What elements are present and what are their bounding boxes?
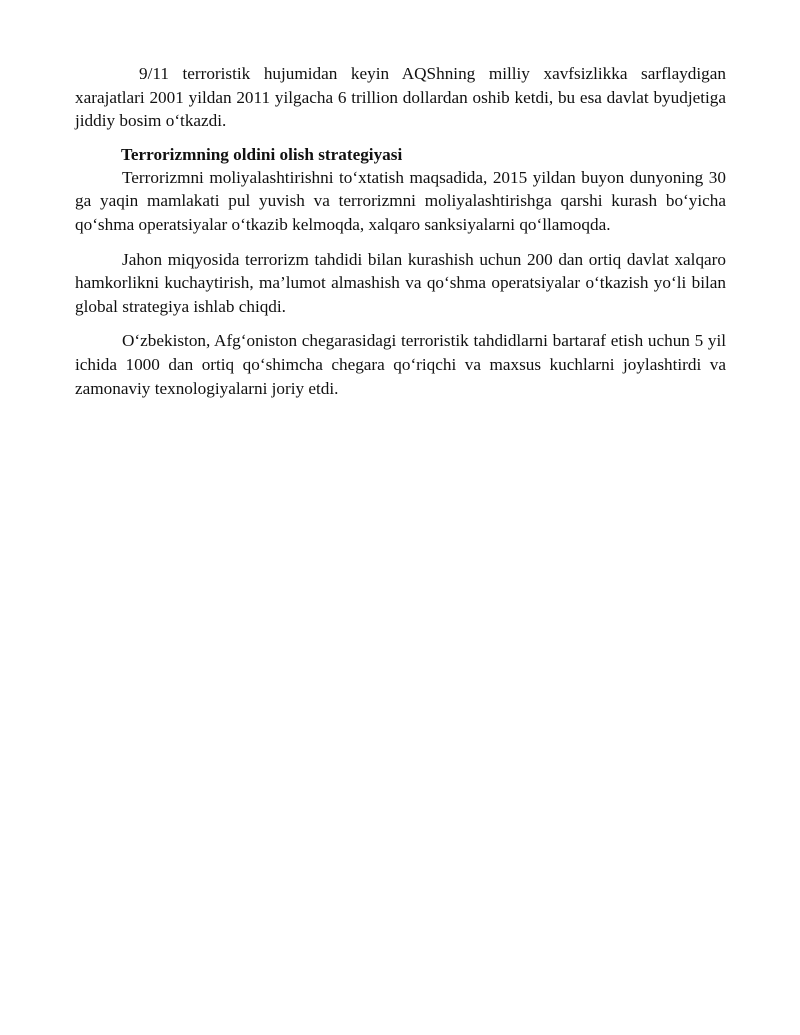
paragraph-uzbekistan-border: O‘zbekiston, Afg‘oniston chegarasidagi terroristik tahdidlarni bartaraf etish uchun 5 yil ichida 1000 dan ortiq qo‘shimcha chegara qo‘riqchi va maxsus kuchlarni joylashtirdi va zamonaviy texnologiyalarni joriy etdi. [75,331,726,398]
paragraph-global-strategy: Jahon miqyosida terrorizm tahdidi bilan kurashish uchun 200 dan ortiq davlat xalqaro hamkorlikni kuchaytirish, ma’lumot almashish va qo‘shma operatsiyalar o‘tkazish yo‘li bilan global strategiya ishlab chiqdi. [75,249,726,316]
section-heading: Terrorizmning oldini olish strategiyasi [121,144,403,164]
document-body [75,62,726,400]
paragraph-financing-countermeasures: Terrorizmni moliyalashtirishni to‘xtatish maqsadida, 2015 yildan buyon dunyoning 30 ga yaqin mamlakati pul yuvish va terrorizmni moliyalashtirishga qarshi kurash bo‘yicha qo‘shma operatsiyalar o‘tkazib kelmoqda, xalqaro sanksiyalarni qo‘llamoqda. [75,167,726,234]
paragraph-us-security-spending: 9/11 terroristik hujumidan keyin AQShning milliy xavfsizlikka sarflaydigan xarajatlari 2001 yildan 2011 yilgacha 6 trillion dollardan oshib ketdi, bu esa davlat byudjetiga jiddiy bosim o‘tkazdi. [75,64,726,131]
